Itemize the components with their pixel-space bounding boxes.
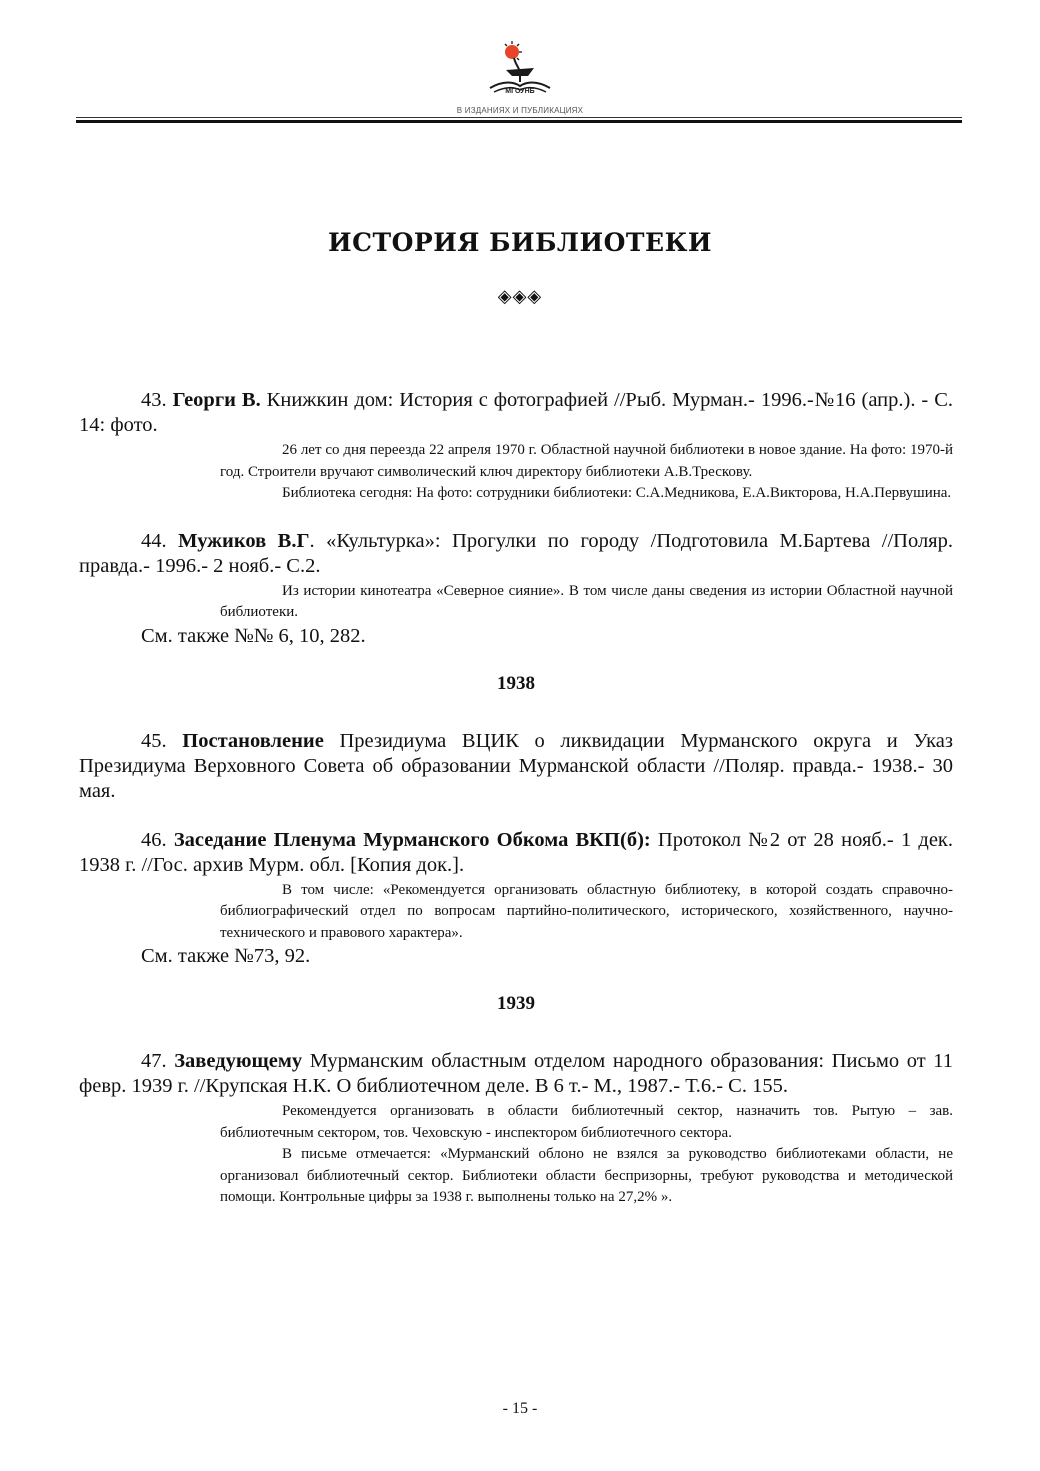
logo-label: МГОУНБ xyxy=(505,88,535,95)
entry-number: 44. xyxy=(141,529,167,552)
entry-45 xyxy=(79,729,953,804)
page-number: - 15 - xyxy=(502,1400,538,1417)
entry-text: Книжкин дом: История с фотографией //Рыб. Мурман.- 1996.-№16 (апр.). - С. 14: фото. xyxy=(79,389,954,436)
entry-text: Мурманским областным отделом народного образования: Письмо от 11 февр. 1939 г. //Крупская Н.К. О библиотечном деле. В 6 т.- М., 1987.- Т.6.- С. 155. xyxy=(79,1050,954,1097)
entry-citation xyxy=(79,388,953,438)
header-rule-thin xyxy=(76,117,962,118)
see-also: См. также №№ 6, 10, 282. xyxy=(141,624,366,647)
entry-annotation: Из истории кинотеатра «Северное сияние». В том числе даны сведения из истории Областной научной библиотеки. xyxy=(220,582,953,620)
header-subtitle: В ИЗДАНИЯХ И ПУБЛИКАЦИЯХ xyxy=(456,106,584,115)
entry-number: 43. xyxy=(141,389,167,411)
entry-annotation: 26 лет со дня переезда 22 апреля 1970 г. Областной научной библиотеки в новое здание. На фото: 1970-й год. Строители вручают символический ключ директору библиотеки А.В.Трескову. xyxy=(220,442,953,480)
page-title: ИСТОРИЯ БИБЛИОТЕКИ xyxy=(328,228,712,257)
entry-author: Мужиков В.Г xyxy=(178,529,310,552)
entry-46 xyxy=(79,828,953,970)
entry-annotation: Библиотека сегодня: На фото: сотрудники библиотеки: С.А.Медникова, Е.А.Викторова, Н.А.Первушина. xyxy=(282,485,952,501)
year-heading-1939: 1939 xyxy=(497,993,535,1014)
entry-47 xyxy=(79,1049,953,1209)
entry-annotation: В письме отмечается: «Мурманский облоно не взялся за руководство библиотеками области, не организовал библиотечный сектор. Библиотеки области беспризорны, требуют руководства и методической помощи. Контрольные цифры за 1938 г. выполнены только на 27,2% ». xyxy=(220,1146,953,1205)
entry-annotation: В том числе: «Рекомендуется организовать областную библиотеку, в которой создать справочно-библиографический отдел по вопросам партийно-политического, исторического, хозяйственного, научно-технического и правового характера». xyxy=(220,881,953,941)
entry-citation xyxy=(79,1049,953,1099)
entry-citation xyxy=(79,729,953,804)
entry-citation xyxy=(79,828,953,878)
entry-annotation: Рекомендуется организовать в области библиотечный сектор, назначить тов. Рытую – зав. библиотечным сектором, тов. Чеховскую - инспектором библиотечного сектора. xyxy=(220,1103,953,1141)
entry-44 xyxy=(79,529,953,649)
entry-43 xyxy=(79,388,953,505)
entry-author: Заведующему xyxy=(174,1050,303,1072)
entry-citation xyxy=(79,529,953,579)
entry-number: 45. xyxy=(141,729,167,752)
year-heading-1938: 1938 xyxy=(497,672,535,694)
entry-author: Постановление xyxy=(182,729,324,752)
entry-author: Георги В. xyxy=(172,389,261,411)
entry-number: 46. xyxy=(141,828,167,851)
header-rule-thick xyxy=(76,120,962,123)
diamond-ornament-icon: ◈◈◈ xyxy=(497,286,543,306)
entry-number: 47. xyxy=(141,1050,167,1072)
see-also: См. также №73, 92. xyxy=(141,945,311,967)
entry-text: . «Культурка»: Прогулки по городу /Подготовила М.Бартева //Поляр. правда.- 1996.- 2 нояб.- С.2. xyxy=(79,529,953,577)
entry-text: Президиума ВЦИК о ликвидации Мурманского округа и Указ Президиума Верховного Совета об образовании Мурманской области //Поляр. правда.- 1938.- 30 мая. xyxy=(79,729,953,802)
entry-text: Протокол №2 от 28 нояб.- 1 дек. 1938 г. //Гос. архив Мурм. обл. [Копия док.]. xyxy=(79,828,954,876)
bibliography-content xyxy=(79,388,953,1209)
entry-author: Заседание Пленума Мурманского Обкома ВКП(б): xyxy=(173,828,651,851)
